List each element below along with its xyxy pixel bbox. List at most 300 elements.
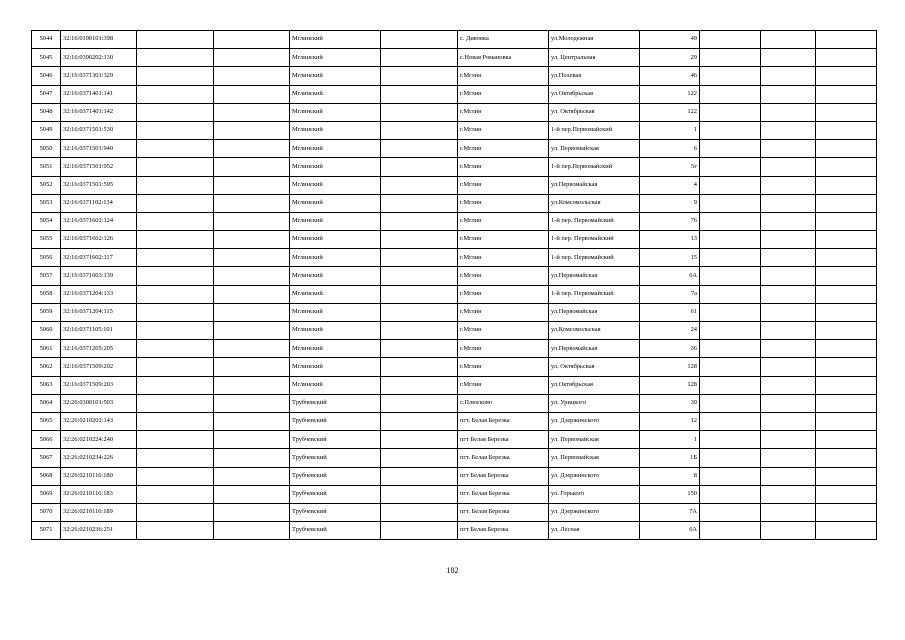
street: ул. Октябрьская [549,358,640,376]
empty-cell [816,449,877,467]
cadastral-number: 32:16:0371204:115 [61,303,137,321]
row-number: 5058 [32,285,61,303]
empty-cell [816,285,877,303]
table-row [32,67,877,85]
house-number: 36 [640,340,700,358]
cadastral-number: 32:16:0190101:398 [61,31,137,49]
row-number: 5045 [32,49,61,67]
empty-cell [816,194,877,212]
street: 1-й пер.Первомайский [549,158,640,176]
registry-table [31,30,877,540]
empty-cell [816,231,877,249]
empty-cell [214,194,290,212]
row-number: 5046 [32,67,61,85]
street: ул. Центральная [549,49,640,67]
district: Мглинский [290,212,381,230]
empty-cell [816,485,877,503]
row-number: 5065 [32,412,61,430]
empty-cell [700,121,761,139]
empty-cell [214,503,290,521]
empty-cell [700,267,761,285]
street: 1-й пер.Первомайский [549,121,640,139]
empty-cell [137,85,214,103]
street: ул.Октябрьская [549,376,640,394]
row-number: 5053 [32,194,61,212]
district: Мглинский [290,322,381,340]
table-row [32,340,877,358]
empty-cell [381,485,458,503]
cadastral-number: 32:16:0371509:203 [61,376,137,394]
cadastral-number: 32:16:0371204:133 [61,285,137,303]
row-number: 5049 [32,121,61,139]
empty-cell [137,103,214,121]
street: ул. Первомайская [549,431,640,449]
street: ул. Первомайская [549,140,640,158]
empty-cell [816,49,877,67]
table-row [32,158,877,176]
table-row [32,376,877,394]
house-number: 7А [640,503,700,521]
empty-cell [214,285,290,303]
empty-cell [381,358,458,376]
table-row [32,467,877,485]
table-row [32,522,877,540]
house-number: 6А [640,522,700,540]
empty-cell [816,376,877,394]
house-number: 122 [640,103,700,121]
street: 1-й пер. Первомайский [549,285,640,303]
table-row [32,49,877,67]
empty-cell [816,412,877,430]
empty-cell [700,394,761,412]
house-number: 1Б [640,449,700,467]
district: Трубчевский [290,485,381,503]
empty-cell [214,449,290,467]
house-number: 1 [640,121,700,139]
empty-cell [137,412,214,430]
locality: пгт. Белая Березка [458,412,549,430]
house-number: 46 [640,67,700,85]
table-row [32,31,877,49]
empty-cell [700,503,761,521]
locality: с.Плюсково [458,394,549,412]
row-number: 5059 [32,303,61,321]
empty-cell [816,158,877,176]
district: Мглинский [290,303,381,321]
empty-cell [214,376,290,394]
district: Мглинский [290,340,381,358]
cadastral-number: 32:16:0371401:141 [61,85,137,103]
locality: пгт Белая Березка [458,522,549,540]
table-body [32,31,877,540]
empty-cell [137,49,214,67]
row-number: 5061 [32,340,61,358]
house-number: 8 [640,467,700,485]
locality: г.Мглин [458,340,549,358]
empty-cell [700,522,761,540]
house-number: 13 [640,231,700,249]
cadastral-number: 32:16:0371501:530 [61,121,137,139]
house-number: 128 [640,376,700,394]
empty-cell [761,376,816,394]
empty-cell [137,376,214,394]
empty-cell [214,485,290,503]
locality: пгт. Белая Березка [458,449,549,467]
locality: г.Мглин [458,285,549,303]
empty-cell [761,121,816,139]
table-row [32,194,877,212]
street: ул.Комсомольская [549,194,640,212]
empty-cell [816,522,877,540]
row-number: 5055 [32,231,61,249]
house-number: 29 [640,49,700,67]
locality: г.Мглин [458,85,549,103]
row-number: 5054 [32,212,61,230]
empty-cell [761,194,816,212]
house-number: 24 [640,322,700,340]
empty-cell [761,449,816,467]
cadastral-number: 32:16:0371602:117 [61,249,137,267]
cadastral-number: 32:16:0371602:124 [61,212,137,230]
house-number: 39 [640,394,700,412]
empty-cell [214,31,290,49]
district: Мглинский [290,176,381,194]
row-number: 5070 [32,503,61,521]
empty-cell [816,140,877,158]
empty-cell [700,85,761,103]
row-number: 5069 [32,485,61,503]
street: ул.Молодежная [549,31,640,49]
cadastral-number: 32:26:0210116:183 [61,485,137,503]
empty-cell [700,376,761,394]
empty-cell [761,358,816,376]
house-number: 9 [640,194,700,212]
street: ул. Лесная [549,522,640,540]
district: Мглинский [290,376,381,394]
empty-cell [214,140,290,158]
empty-cell [816,358,877,376]
district: Трубчевский [290,522,381,540]
locality: пгт Белая Березка [458,431,549,449]
house-number: 5г [640,158,700,176]
locality: г.Мглин [458,103,549,121]
empty-cell [816,322,877,340]
table-row [32,431,877,449]
empty-cell [381,376,458,394]
table-row [32,503,877,521]
empty-cell [137,358,214,376]
empty-cell [816,267,877,285]
row-number: 5051 [32,158,61,176]
empty-cell [214,103,290,121]
street: 1-й пер. Первомайский [549,231,640,249]
empty-cell [137,322,214,340]
empty-cell [137,249,214,267]
cadastral-number: 32:16:0371205:205 [61,340,137,358]
row-number: 5067 [32,449,61,467]
street: 1-й пер. Первомайский [549,212,640,230]
empty-cell [214,85,290,103]
empty-cell [214,322,290,340]
row-number: 5057 [32,267,61,285]
empty-cell [816,249,877,267]
empty-cell [137,176,214,194]
empty-cell [761,212,816,230]
street: ул. Дзержинского [549,503,640,521]
empty-cell [761,103,816,121]
locality: г.Мглин [458,249,549,267]
empty-cell [761,303,816,321]
empty-cell [700,176,761,194]
table-row [32,103,877,121]
cadastral-number: 32:16:0371501:595 [61,176,137,194]
empty-cell [381,194,458,212]
empty-cell [381,249,458,267]
empty-cell [214,267,290,285]
table-row [32,285,877,303]
empty-cell [816,212,877,230]
empty-cell [137,194,214,212]
row-number: 5066 [32,431,61,449]
locality: г.Мглин [458,303,549,321]
street: 1-й пер. Первомайский [549,249,640,267]
table-row [32,412,877,430]
locality: г.Мглин [458,322,549,340]
empty-cell [381,285,458,303]
cadastral-number: 32:16:0371301:329 [61,67,137,85]
district: Мглинский [290,358,381,376]
empty-cell [700,467,761,485]
empty-cell [761,522,816,540]
empty-cell [700,103,761,121]
row-number: 5071 [32,522,61,540]
locality: с.Новая Романовка [458,49,549,67]
empty-cell [381,522,458,540]
cadastral-number: 32:26:0210116:189 [61,503,137,521]
row-number: 5048 [32,103,61,121]
empty-cell [214,412,290,430]
empty-cell [137,31,214,49]
empty-cell [700,303,761,321]
empty-cell [816,394,877,412]
empty-cell [381,140,458,158]
empty-cell [137,303,214,321]
empty-cell [700,158,761,176]
empty-cell [214,158,290,176]
empty-cell [214,431,290,449]
empty-cell [137,231,214,249]
empty-cell [381,449,458,467]
empty-cell [137,431,214,449]
empty-cell [381,121,458,139]
district: Мглинский [290,103,381,121]
cadastral-number: 32:26:0210236:251 [61,522,137,540]
empty-cell [137,449,214,467]
empty-cell [214,340,290,358]
empty-cell [137,67,214,85]
empty-cell [137,140,214,158]
empty-cell [700,49,761,67]
row-number: 5050 [32,140,61,158]
empty-cell [700,431,761,449]
empty-cell [381,340,458,358]
locality: г.Мглин [458,121,549,139]
empty-cell [700,449,761,467]
street: ул.Первомайская [549,267,640,285]
row-number: 5056 [32,249,61,267]
house-number: 7а [640,285,700,303]
empty-cell [214,394,290,412]
empty-cell [214,176,290,194]
district: Трубчевский [290,467,381,485]
table-row [32,176,877,194]
empty-cell [214,358,290,376]
empty-cell [700,485,761,503]
empty-cell [214,49,290,67]
district: Мглинский [290,231,381,249]
empty-cell [214,249,290,267]
house-number: 122 [640,85,700,103]
empty-cell [137,212,214,230]
empty-cell [381,303,458,321]
empty-cell [761,394,816,412]
empty-cell [137,267,214,285]
row-number: 5060 [32,322,61,340]
empty-cell [816,431,877,449]
house-number: 49 [640,31,700,49]
street: ул. Октябрьская [549,103,640,121]
locality: пгт Белая Березка [458,467,549,485]
locality: г.Мглин [458,376,549,394]
house-number: 6 [640,140,700,158]
empty-cell [214,121,290,139]
empty-cell [761,49,816,67]
empty-cell [761,322,816,340]
empty-cell [761,67,816,85]
locality: пгт. Белая Березка [458,503,549,521]
row-number: 5063 [32,376,61,394]
locality: г.Мглин [458,67,549,85]
empty-cell [700,194,761,212]
empty-cell [816,67,877,85]
empty-cell [700,358,761,376]
empty-cell [137,394,214,412]
empty-cell [761,158,816,176]
empty-cell [381,503,458,521]
street: ул.Комсомольская [549,322,640,340]
empty-cell [761,140,816,158]
table-row [32,485,877,503]
empty-cell [700,231,761,249]
empty-cell [381,49,458,67]
cadastral-number: 32:16:0371509:202 [61,358,137,376]
house-number: 128 [640,358,700,376]
row-number: 5064 [32,394,61,412]
cadastral-number: 32:16:0371501:940 [61,140,137,158]
empty-cell [381,431,458,449]
district: Мглинский [290,267,381,285]
street: ул. Дзержинского [549,467,640,485]
street: ул. Дзержинского [549,412,640,430]
street: ул. Урицкого [549,394,640,412]
empty-cell [700,322,761,340]
empty-cell [761,85,816,103]
empty-cell [381,31,458,49]
table-row [32,303,877,321]
empty-cell [816,31,877,49]
empty-cell [816,503,877,521]
house-number: 150 [640,485,700,503]
empty-cell [137,285,214,303]
district: Мглинский [290,158,381,176]
district: Мглинский [290,140,381,158]
row-number: 5062 [32,358,61,376]
table-row [32,322,877,340]
empty-cell [214,67,290,85]
empty-cell [214,303,290,321]
district: Трубчевский [290,449,381,467]
table-row [32,85,877,103]
street: ул. Горького [549,485,640,503]
locality: г.Мглин [458,158,549,176]
page-number: 182 [446,566,459,575]
district: Трубчевский [290,503,381,521]
district: Мглинский [290,194,381,212]
table-row [32,212,877,230]
empty-cell [381,158,458,176]
cadastral-number: 32:26:0210224:240 [61,431,137,449]
empty-cell [700,212,761,230]
empty-cell [816,340,877,358]
table-row [32,449,877,467]
empty-cell [381,103,458,121]
table-row [32,121,877,139]
district: Трубчевский [290,431,381,449]
table-row [32,231,877,249]
table-row [32,394,877,412]
empty-cell [137,158,214,176]
empty-cell [381,467,458,485]
table-row [32,358,877,376]
empty-cell [214,212,290,230]
empty-cell [700,140,761,158]
empty-cell [700,31,761,49]
empty-cell [761,340,816,358]
locality: с. Дивовка [458,31,549,49]
empty-cell [137,121,214,139]
district: Мглинский [290,285,381,303]
locality: г.Мглин [458,212,549,230]
district: Мглинский [290,31,381,49]
district: Трубчевский [290,412,381,430]
house-number: 15 [640,249,700,267]
row-number: 5052 [32,176,61,194]
row-number: 5044 [32,31,61,49]
empty-cell [381,212,458,230]
locality: г.Мглин [458,231,549,249]
district: Мглинский [290,49,381,67]
street: ул.Первомайская [549,340,640,358]
empty-cell [816,121,877,139]
empty-cell [761,31,816,49]
district: Мглинский [290,85,381,103]
house-number: 76 [640,212,700,230]
empty-cell [381,85,458,103]
cadastral-number: 32:16:0371501:952 [61,158,137,176]
empty-cell [700,340,761,358]
row-number: 5068 [32,467,61,485]
empty-cell [137,485,214,503]
